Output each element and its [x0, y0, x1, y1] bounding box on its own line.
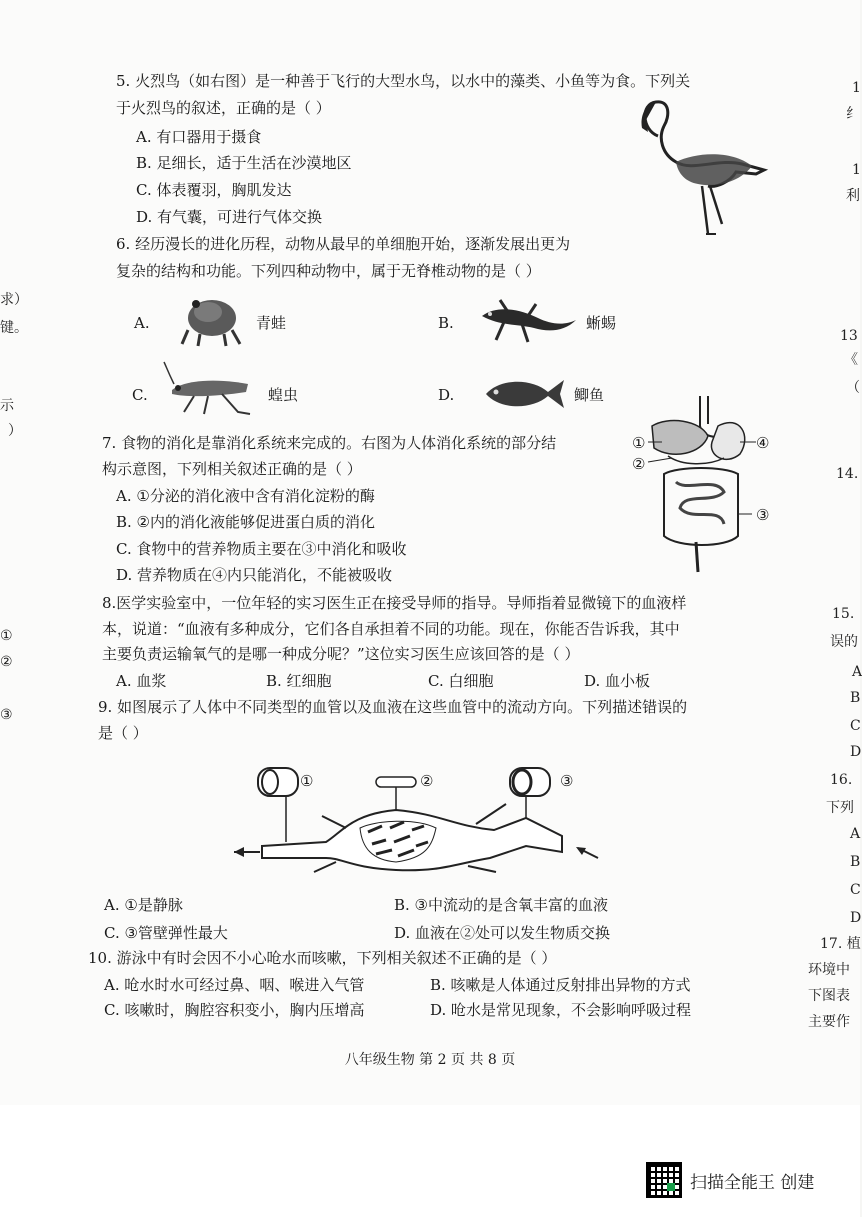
locust-image — [164, 362, 254, 420]
q6-option-b-name: 蜥蜴 — [586, 314, 617, 332]
right-edge-fragment: 环境中 — [808, 962, 850, 978]
right-edge-fragment: 15. — [832, 606, 855, 622]
q7-option-a: A. ①分泌的消化液中含有消化淀粉的酶 — [116, 487, 375, 505]
right-edge-fragment: 纟 — [846, 106, 860, 122]
left-edge-fragment: ① — [0, 628, 13, 644]
q6-option-b-letter: B. — [438, 314, 454, 332]
q9-stem-line2: 是（ ） — [98, 724, 148, 742]
q8-stem-line2: 本，说道：“血液有多种成分，它们各自承担着不同的功能。现在，你能否告诉我，其中 — [102, 620, 680, 638]
q6-stem-line1: 6. 经历漫长的进化历程，动物从最早的单细胞开始，逐渐发展出更为 — [116, 235, 571, 253]
right-edge-fragment: 误的 — [830, 634, 858, 650]
left-edge-fragment: ③ — [0, 707, 13, 723]
q10-option-b: B. 咳嗽是人体通过反射排出异物的方式 — [430, 976, 691, 994]
right-edge-fragment: D — [850, 910, 862, 926]
left-edge-fragment: ② — [0, 654, 13, 670]
right-edge-fragment: 主要作 — [808, 1014, 850, 1030]
q7-marker-1: ① — [632, 434, 646, 452]
crucian-carp-image — [482, 374, 566, 414]
q7-stem-line2: 构示意图，下列相关叙述正确的是（ ） — [102, 460, 362, 478]
watermark-text: 扫描全能王 创建 — [690, 1172, 815, 1193]
q8-option-a: A. 血浆 — [116, 672, 167, 690]
right-edge-fragment: （ — [846, 380, 860, 396]
digestive-system-diagram — [628, 396, 778, 574]
q9-marker-3: ③ — [560, 772, 574, 790]
q6-option-d-name: 鲫鱼 — [574, 386, 605, 404]
right-edge-fragment: D — [850, 744, 862, 760]
right-edge-fragment: 16. — [830, 772, 853, 788]
q7-option-d: D. 营养物质在④内只能消化，不能被吸收 — [116, 566, 393, 584]
qr-code-icon — [646, 1162, 682, 1198]
left-edge-fragment: 求） — [0, 292, 28, 308]
frog-image — [178, 290, 244, 348]
q7-option-b: B. ②内的消化液能够促进蛋白质的消化 — [116, 513, 376, 531]
q10-option-d: D. 呛水是常见现象，不会影响呼吸过程 — [430, 1001, 692, 1019]
right-edge-fragment: 13 — [840, 328, 858, 344]
right-edge-fragment: B — [850, 690, 861, 706]
q8-option-b: B. 红细胞 — [266, 672, 332, 690]
q9-option-b: B. ③中流动的是含氧丰富的血液 — [394, 896, 609, 914]
q8-stem-line3: 主要负责运输氧气的是哪一种成分呢？”这位实习医生应该回答的是（ ） — [102, 645, 580, 663]
page-footer: 八年级生物 第 2 页 共 8 页 — [344, 1052, 516, 1068]
right-edge-fragment: 14. — [836, 466, 859, 482]
q6-option-c-name: 蝗虫 — [268, 386, 299, 404]
left-edge-fragment: ） — [8, 423, 22, 439]
right-edge-fragment: 1 — [852, 162, 861, 178]
right-edge-fragment: A — [852, 664, 862, 680]
q5-stem-line1: 5. 火烈鸟（如右图）是一种善于飞行的大型水鸟，以水中的藻类、小鱼等为食。下列关 — [116, 72, 691, 90]
right-edge-fragment: 利 — [846, 188, 860, 204]
scanner-watermark — [646, 1162, 814, 1198]
q10-stem: 10. 游泳中有时会因不小心呛水而咳嗽，下列相关叙述不正确的是（ ） — [88, 949, 557, 967]
blood-vessel-diagram — [226, 762, 606, 872]
q6-option-d-letter: D. — [438, 386, 455, 404]
q5-option-c: C. 体表覆羽，胸肌发达 — [136, 181, 292, 199]
right-edge-fragment: 下图表 — [808, 988, 850, 1004]
q7-marker-2: ② — [632, 455, 646, 473]
lizard-image — [478, 296, 578, 346]
q6-option-a-name: 青蛙 — [256, 314, 287, 332]
q8-option-d: D. 血小板 — [584, 672, 651, 690]
right-edge-fragment: 《 — [844, 352, 858, 368]
right-edge-fragment: C — [850, 882, 861, 898]
q10-option-a: A. 呛水时水可经过鼻、咽、喉进入气管 — [104, 976, 365, 994]
right-edge-fragment: A — [850, 826, 861, 842]
q7-marker-4: ④ — [756, 434, 770, 452]
q7-stem-line1: 7. 食物的消化是靠消化系统来完成的。右图为人体消化系统的部分结 — [102, 434, 557, 452]
q9-marker-2: ② — [420, 772, 434, 790]
q9-stem-line1: 9. 如图展示了人体中不同类型的血管以及血液在这些血管中的流动方向。下列描述错误的 — [98, 698, 688, 716]
right-edge-fragment: 17. 植 — [820, 936, 861, 952]
q7-option-c: C. 食物中的营养物质主要在③中消化和吸收 — [116, 540, 407, 558]
flamingo-illustration — [636, 96, 766, 234]
q5-option-b: B. 足细长，适于生活在沙漠地区 — [136, 154, 352, 172]
q9-option-d: D. 血液在②处可以发生物质交换 — [394, 924, 611, 942]
q9-marker-1: ① — [300, 772, 314, 790]
q8-option-c: C. 白细胞 — [428, 672, 494, 690]
q5-option-d: D. 有气囊，可进行气体交换 — [136, 208, 323, 226]
q10-option-c: C. 咳嗽时，胸腔容积变小，胸内压增高 — [104, 1001, 365, 1019]
left-edge-fragment: 示 — [0, 398, 14, 414]
q7-marker-3: ③ — [756, 506, 770, 524]
q9-option-a: A. ①是静脉 — [104, 896, 183, 914]
right-edge-fragment: B — [850, 854, 861, 870]
right-edge-fragment: 下列 — [826, 800, 854, 816]
right-edge-fragment: 1 — [852, 80, 861, 96]
q5-option-a: A. 有口器用于摄食 — [136, 128, 262, 146]
right-edge-fragment: C — [850, 718, 861, 734]
scan-margin — [0, 1105, 860, 1217]
q8-stem-line1: 8.医学实验室中，一位年轻的实习医生正在接受导师的指导。导师指着显微镜下的血液样 — [102, 594, 687, 612]
q6-option-a-letter: A. — [134, 314, 150, 332]
q6-stem-line2: 复杂的结构和功能。下列四种动物中，属于无脊椎动物的是（ ） — [116, 262, 541, 280]
left-edge-fragment: 键。 — [0, 320, 28, 336]
q5-stem-line2: 于火烈鸟的叙述，正确的是（ ） — [116, 99, 331, 117]
q9-option-c: C. ③管壁弹性最大 — [104, 924, 228, 942]
q6-option-c-letter: C. — [132, 386, 148, 404]
